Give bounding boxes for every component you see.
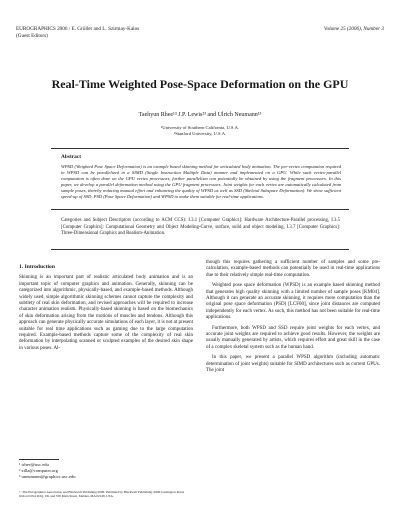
abstract-heading: Abstract	[61, 154, 82, 160]
body-paragraph: Weighted pose space deformation (WPSD) is an example based skinning method that generates high quality skinning with a limited number of sample poses [KM04]. Although it can generate an accurate skinning, it requires more computation than the original pose space deformation (PSD) [LCF00], since joint distances are computed independently for each vertex. As such, this method has not been suitable for real-time applications.	[206, 283, 380, 321]
section-heading: 1. Introduction	[19, 264, 55, 270]
affiliations	[0, 125, 400, 137]
running-header-left	[16, 26, 139, 39]
body-paragraph: In this paper, we present a parallel WPSD algorithm (including automatic determination of joint weights) suitable for SIMD architectures such as current GPUs. The joint	[206, 355, 380, 374]
editors-line: (Guest Editors)	[16, 32, 48, 39]
paper-title: Real-Time Weighted Pose-Space Deformation on the GPU	[51, 77, 349, 91]
left-column	[19, 264, 193, 356]
footnote-2: ² zilla@computer.org	[19, 468, 58, 473]
subject-categories: Categories and Subject Descriptors (according to ACM CCS): I.3.1 [Computer Graphics]: Hardware Architecture-Parallel processing, I.3.5 [Computer Graphics]: Computational Geometry and Object Modeling-Curve, surface, solid and object modeling, I.3.7 [Computer Graphics]: Three-Dimensional Graphics and Realism-Animation.	[61, 218, 340, 236]
abstract-box	[51, 148, 349, 210]
footnote-1: ¹ trhee@usc.edu	[19, 462, 49, 467]
body-paragraph: Furthermore, both WPSD and SSD require joint weights for each vertex, and accurate joint weights are required to achieve good results. However, the weights are usually manually generated by artists, which requires effort and great skill in the case of a complex skeletal system such as the human hand.	[206, 325, 380, 350]
footnote-3: ³ uneumann@graphics.usc.edu	[19, 474, 76, 479]
conference-line: EUROGRAPHICS 2006 / E. Gröller and L. Szirmay-Kalos	[16, 26, 140, 32]
divider	[51, 249, 349, 250]
volume-line: Volume 25 (2006), Number 3	[323, 26, 384, 32]
right-column	[206, 260, 380, 379]
body-paragraph: Skinning is an important part of realistic articulated body animation and is an important topic of computer graphics and animation. Generally, skinning can be categorized into algorithmic, physically-based, and example-based methods. Although widely used, simple algorithmic skinning schemes cannot capture the complexity and subtlety of real skin deformation, and revised approaches will be required to increase character animation realism. Physically-based skinning is based on the biomechanics of skin deformation arising from the motions of muscles and tendons. Although this approach can generate physically accurate simulations of each layer, it is not at present suitable for real time applications such as gaming due to the large computation required. Example-based methods capture some of the complexity of real skin deformation by interpolating scanned or sculpted examples of the desired skin shape in various poses. Al-	[19, 275, 193, 351]
copyright-notice: © The Eurographics Association and Blackwell Publishing 2006. Published by Blackwell Publishing, 9600 Garsington Road, Oxford OX4 2DQ, UK and 350 Main Street, Malden, MA 02148, USA.	[19, 490, 185, 499]
author-list: Taehyun Rhee¹³ J.P. Lewis²³ and Ulrich Neumann¹³	[138, 112, 262, 118]
footnote-rule	[19, 459, 59, 460]
footnotes	[19, 462, 76, 480]
affiliation-2: ²Stanford University, U.S.A.	[173, 131, 227, 136]
abstract-text: WPSD (Weighted Pose Space Deformation) is an example based skinning method for articulated body animation. The per-vertex computation required in WPSD can be parallelized in a SIMD (Single Instruction Multiple Data) manner and implemented on a GPU. While such vertex-parallel computation is often done on the GPU vertex processors, further parallelism can potentially be obtained by using the fragment processors. In this paper, we develop a parallel deformation method using the GPU fragment processors. Joint weights for each vertex are automatically calculated from sample poses, thereby reducing manual effort and enhancing the quality of WPSD as well as SSD (Skeletal Subspace Deformation). We show sufficient speed-up of SSD, PSD (Pose Space Deformation) and WPSD to make them suitable for real-time applications.	[61, 164, 341, 200]
body-paragraph: though this requires gathering a sufficient number of samples and some pre-calculation, example-based methods can potentially be used in real-time applications due to their relatively simple real-time computation.	[206, 260, 380, 278]
affiliation-1: ¹University of Southern California, U.S.A.	[160, 125, 240, 130]
